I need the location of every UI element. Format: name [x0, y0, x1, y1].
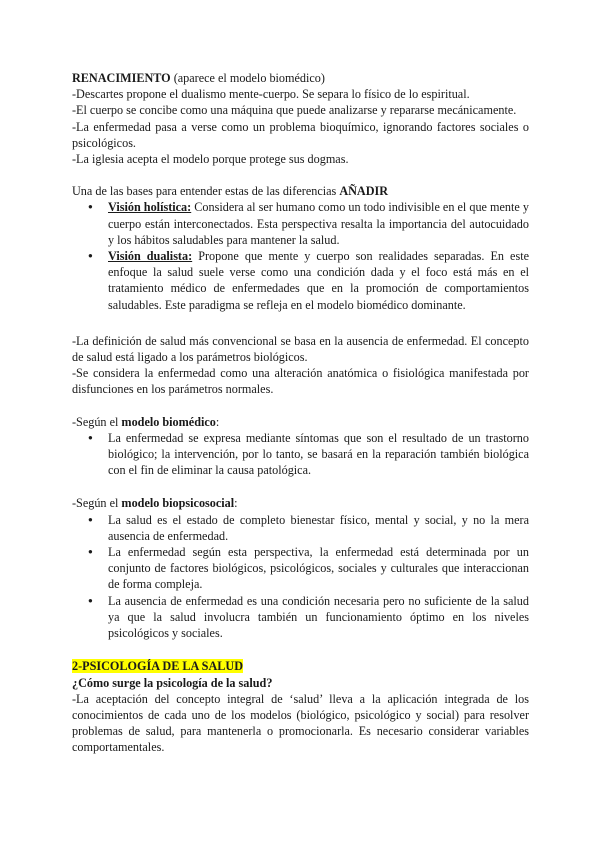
definicion-line: -La definición de salud más convencional se basa en la ausencia de enfermedad. El concepto de salud está ligado a los parámetros biológicos.: [72, 333, 529, 365]
section-question: ¿Cómo surge la psicología de la salud?: [72, 675, 273, 690]
list-item: ● Visión dualista: Propone que mente y cuerpo son realidades separadas. En este enfoque la salud suele verse como una condición dada y el foco está más en el tratamiento médico de enfermedades que en la promoción de comportamientos saludables. Este paradigma se refleja en el modelo biomédico dominante.: [108, 248, 529, 313]
list-item: ● La enfermedad se expresa mediante síntomas que son el resultado de un trastorno biológico; la intervención, por lo tanto, se basará en la reparación también biológica con el fin de eliminar la causa patológica.: [108, 430, 529, 479]
bases-list: [72, 199, 529, 312]
renacimiento-line: -Descartes propone el dualismo mente-cuerpo. Se separa lo físico de lo espiritual.: [72, 87, 470, 102]
section-heading: 2-PSICOLOGÍA DE LA SALUD: [72, 659, 243, 674]
renacimiento-heading: RENACIMIENTO (aparece el modelo biomédico): [72, 71, 325, 85]
definicion-line: -Se considera la enfermedad como una alteración anatómica o fisiológica manifestada por disfunciones en los parámetros normales.: [72, 366, 529, 397]
bases-intro: Una de las bases para entender estas de las diferencias AÑADIR: [72, 184, 389, 199]
biomedico-heading: -Según el modelo biomédico:: [72, 414, 220, 429]
renacimiento-line: -La iglesia acepta el modelo porque protege sus dogmas.: [72, 152, 349, 167]
list-item: ● La ausencia de enfermedad es una condición necesaria pero no suficiente de la salud ya que la salud involucra también un funcionamiento óptimo en los niveles psicológicos y sociales.: [108, 593, 529, 642]
list-item: ● Visión holística: Considera al ser humano como un todo indivisible en el que mente y cuerpo están interconectados. Esta perspectiva resalta la importancia del autocuidado y los hábitos saludables para mantener la salud.: [108, 199, 529, 248]
section-paragraph: -La aceptación del concepto integral de ‘salud’ lleva a la aplicación integrada de los conocimientos de cada uno de los modelos (biológico, psicológico y social) para resolver problemas de salud, para mantenerla o promocionarla. Es necesario considerar variables comportamentales.: [72, 691, 529, 755]
biopsicosocial-heading: -Según el modelo biopsicosocial:: [72, 496, 238, 511]
list-item: ● La enfermedad según esta perspectiva, la enfermedad está determinada por un conjunto de factores biológicos, psicológicos, sociales y culturales que interaccionan de forma compleja.: [108, 544, 529, 593]
biomedico-list: [72, 430, 529, 479]
renacimiento-line: -El cuerpo se concibe como una máquina que puede analizarse y repararse mecánicamente.: [72, 103, 517, 118]
list-item: ● La salud es el estado de completo bienestar físico, mental y social, y no la mera ausencia de enfermedad.: [108, 512, 529, 544]
biopsicosocial-list: [72, 512, 529, 642]
renacimiento-line: -La enfermedad pasa a verse como un problema bioquímico, ignorando factores sociales o psicológicos.: [72, 119, 529, 150]
